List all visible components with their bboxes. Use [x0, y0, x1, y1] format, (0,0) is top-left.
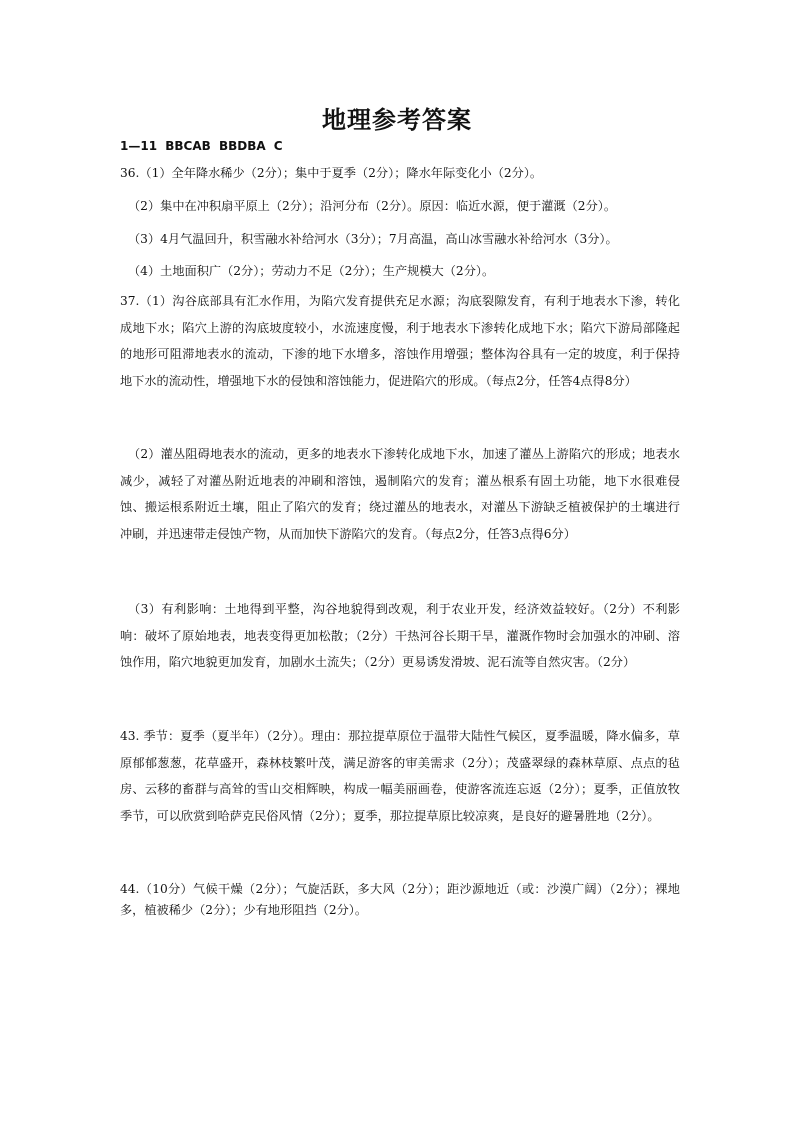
- answer-36-3: （3）4月气温回升，积雪融水补给河水（3分）；7月高温，高山冰雪融水补给河水（3分）。: [128, 232, 618, 246]
- answer-43: 43. 季节：夏季（夏半年）（2分）。理由：那拉提草原位于温带大陆性气候区，夏季温暖，降水偏多，草原郁郁葱葱，花草盛开，森林枝繁叶茂，满足游客的审美需求（2分）；茂盛翠绿的森林草原、点点的毡房、云移的畜群与高耸的雪山交相辉映，构成一幅美丽画卷，使游客流连忘返（2分）；夏季，正值放牧季节，可以欣赏到哈萨克民俗风情（2分）；夏季，那拉提草原比较凉爽，是良好的避暑胜地（2分）。: [120, 729, 680, 823]
- answer-37-2: （2）灌丛阻碍地表水的流动，更多的地表水下渗转化成地下水，加速了灌丛上游陷穴的形成；地表水减少，减轻了对灌丛附近地表的冲刷和溶蚀，遏制陷穴的发育；灌丛根系有固土功能，地下水很难侵蚀、搬运根系附近土壤，阻止了陷穴的发育；绕过灌丛的地表水，对灌丛下游缺乏植被保护的土壤进行冲刷，并迅速带走侵蚀产物，从而加快下游陷穴的发育。（每点2分，任答3点得6分）: [120, 447, 680, 541]
- multiple-choice-answers: 1—11 BBCAB BBDBA C: [120, 139, 283, 153]
- answer-37-1: 37.（1）沟谷底部具有汇水作用，为陷穴发育提供充足水源；沟底裂隙发育，有利于地表水下渗，转化成地下水；陷穴上游的沟底坡度较小，水流速度慢，利于地表水下渗转化成地下水；陷穴下游局部隆起的地形可阻滞地表水的流动，下渗的地下水增多，溶蚀作用增强；整体沟谷具有一定的坡度，利于保持地下水的流动性，增强地下水的侵蚀和溶蚀能力，促进陷穴的形成。（每点2分，任答4点得8分）: [120, 294, 680, 388]
- answer-37-3: （3）有利影响：土地得到平整，沟谷地貌得到改观，利于农业开发，经济效益较好。（2分）不利影响：破坏了原始地表，地表变得更加松散；（2分）干热河谷长期干旱，灌溉作物时会加强水的冲刷、溶蚀作用，陷穴地貌更加发育，加剧水土流失；（2分）更易诱发滑坡、泥石流等自然灾害。（2分）: [120, 602, 680, 669]
- page-title: 地理参考答案: [322, 106, 472, 134]
- answer-36-2: （2）集中在冲积扇平原上（2分）；沿河分布（2分）。原因：临近水源，便于灌溉（2分）。: [128, 199, 617, 213]
- answer-36-1: 36.（1）全年降水稀少（2分）；集中于夏季（2分）；降水年际变化小（2分）。: [120, 166, 543, 180]
- answer-44: 44.（10分）气候干燥（2分）；气旋活跃，多大风（2分）；距沙源地近（或：沙漠广阔）（2分）；裸地多，植被稀少（2分）；少有地形阻挡（2分）。: [120, 882, 680, 917]
- answer-36-4: （4）土地面积广（2分）；劳动力不足（2分）；生产规模大（2分）。: [128, 264, 495, 278]
